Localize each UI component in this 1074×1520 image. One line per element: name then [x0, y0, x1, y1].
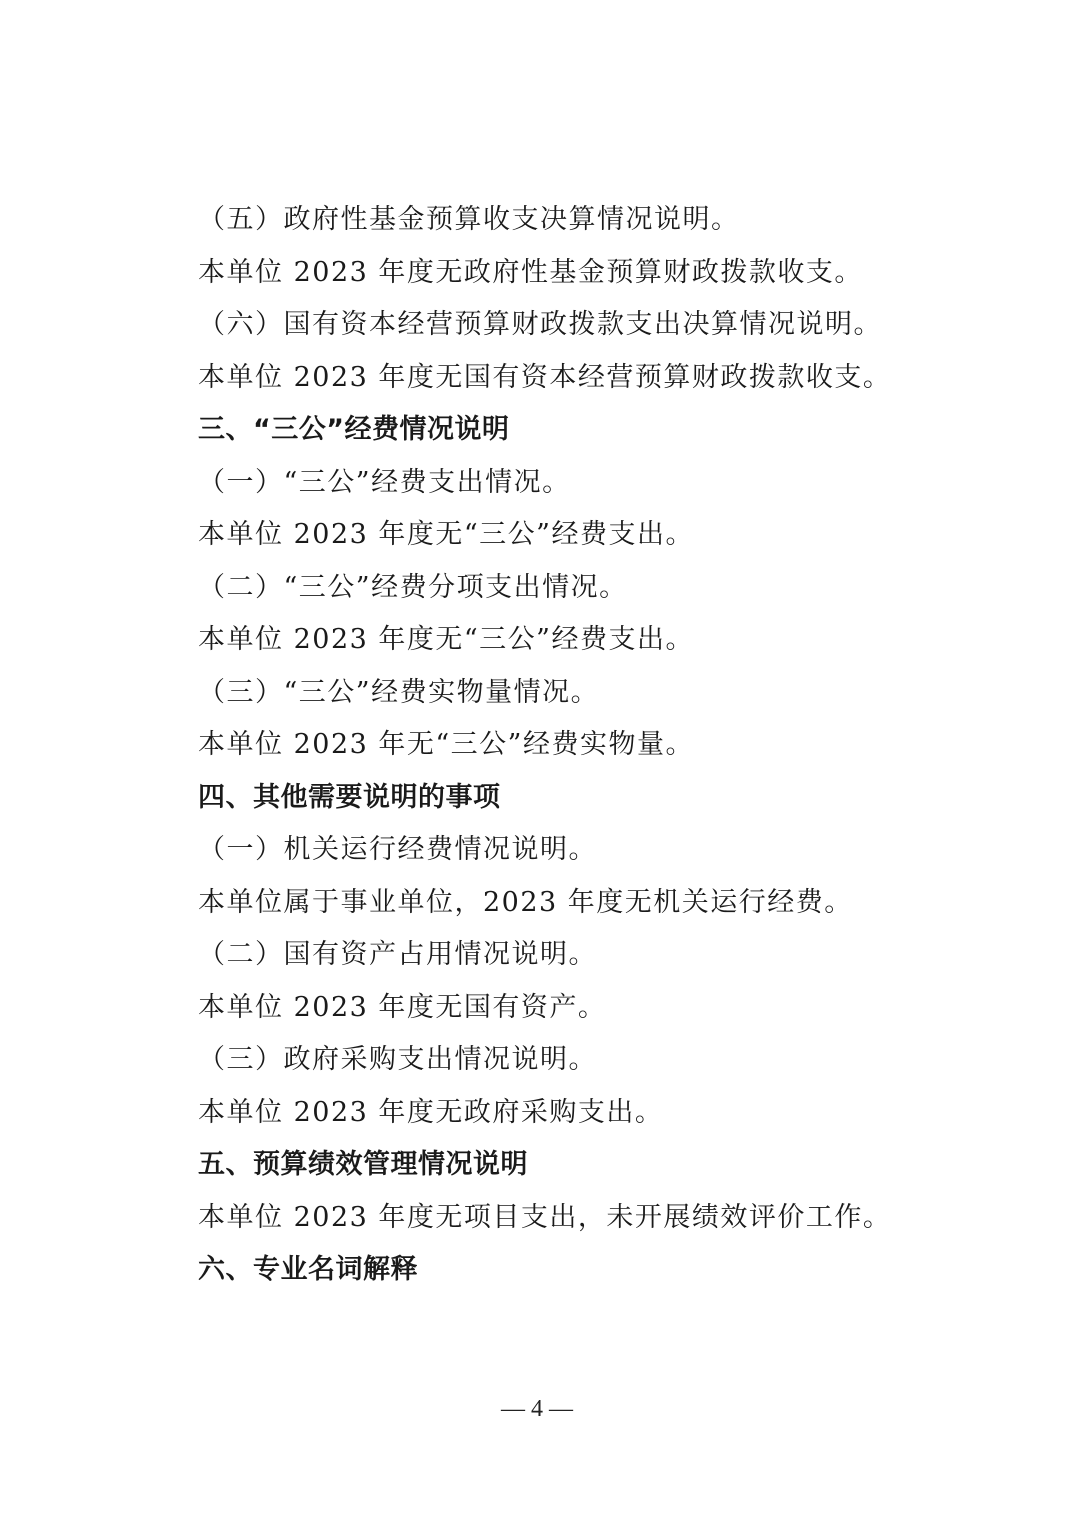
paragraph: 本单位 2023 年度无政府采购支出。	[198, 1096, 664, 1128]
paragraph: 本单位 2023 年度无国有资本经营预算财政拨款收支。	[198, 361, 892, 393]
paragraph: 本单位 2023 年度无“三公”经费支出。	[198, 519, 694, 550]
paragraph: 本单位 2023 年度无政府性基金预算财政拨款收支。	[198, 256, 863, 288]
paragraph: 本单位 2023 年度无国有资产。	[198, 991, 607, 1023]
paragraph: 本单位属于事业单位，2023 年度无机关运行经费。	[198, 886, 853, 918]
subheading-state-capital: （六）国有资本经营预算财政拨款支出决算情况说明。	[198, 309, 882, 340]
subheading-operating-expenses: （一）机关运行经费情况说明。	[198, 834, 597, 865]
subheading-state-assets: （二）国有资产占用情况说明。	[198, 939, 597, 970]
paragraph: 本单位 2023 年度无“三公”经费支出。	[198, 624, 694, 655]
document-body	[198, 194, 918, 1297]
subheading-government-fund: （五）政府性基金预算收支决算情况说明。	[198, 204, 740, 235]
section-heading-glossary: 六、专业名词解释	[198, 1254, 418, 1285]
subheading-three-public-itemized: （二）“三公”经费分项支出情况。	[198, 571, 628, 603]
paragraph: 本单位 2023 年度无项目支出，未开展绩效评价工作。	[198, 1201, 892, 1233]
paragraph: 本单位 2023 年无“三公”经费实物量。	[198, 729, 694, 760]
subheading-procurement: （三）政府采购支出情况说明。	[198, 1044, 597, 1075]
section-heading-other-matters: 四、其他需要说明的事项	[198, 781, 501, 813]
subheading-three-public-expenditure: （一）“三公”经费支出情况。	[198, 466, 571, 498]
section-heading-performance: 五、预算绩效管理情况说明	[198, 1149, 528, 1180]
subheading-three-public-physical: （三）“三公”经费实物量情况。	[198, 676, 600, 708]
page-number: — 4 —	[501, 1396, 573, 1422]
section-heading-three-public: 三、“三公”经费情况说明	[198, 414, 510, 445]
